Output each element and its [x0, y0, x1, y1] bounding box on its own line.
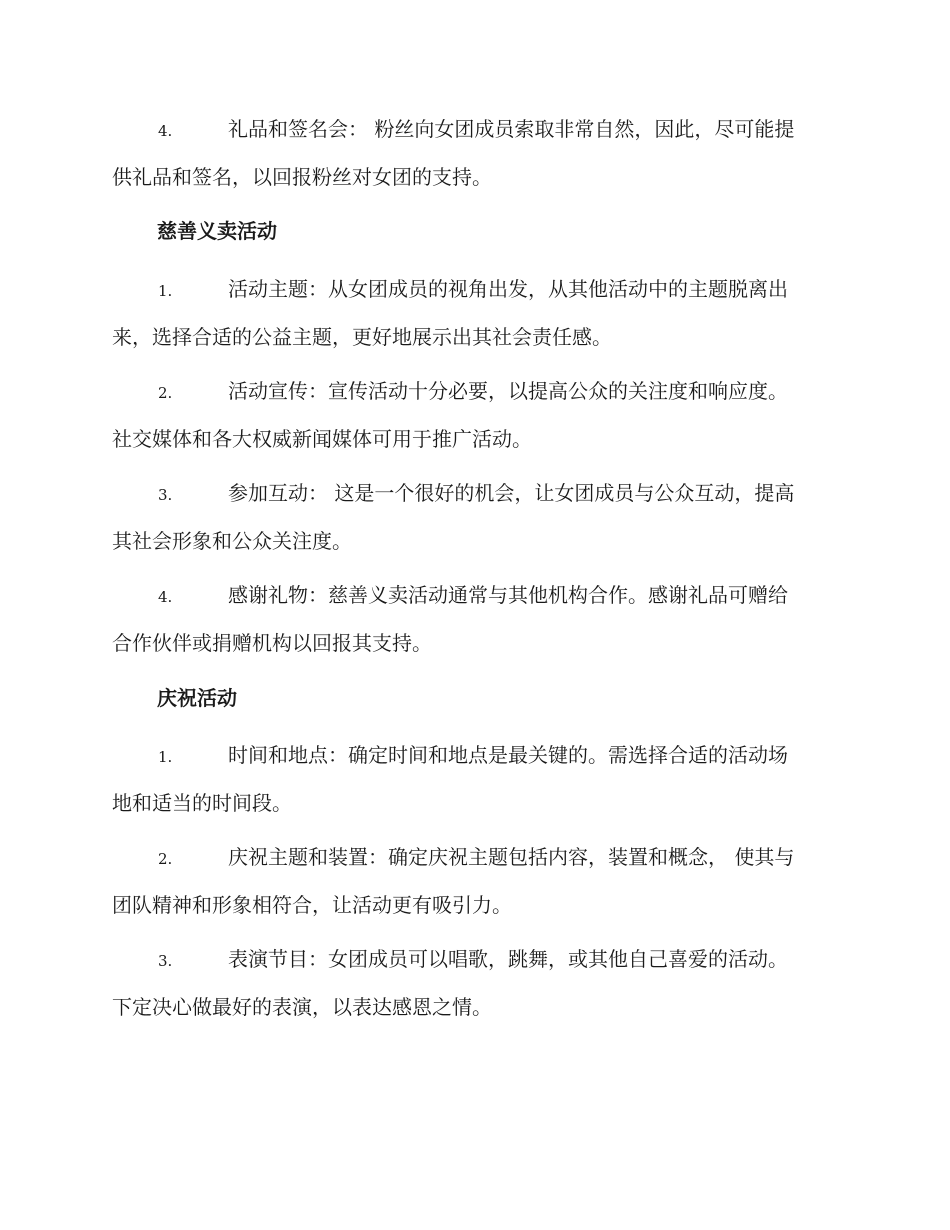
- list-item-number: 4.: [158, 588, 173, 606]
- list-item-continuation: 下定决心做最好的表演，以表达感恩之情。: [112, 995, 492, 1019]
- list-item-text: 活动主题：从女团成员的视角出发，从其他活动中的主题脱离出: [228, 277, 788, 301]
- list-item-continuation: 其社会形象和公众关注度。: [112, 529, 352, 553]
- list-item-text: 感谢礼物：慈善义卖活动通常与其他机构合作。感谢礼品可赠给: [228, 583, 788, 607]
- list-item-continuation: 供礼品和签名，以回报粉丝对女团的支持。: [112, 165, 492, 189]
- list-item-continuation: 社交媒体和各大权威新闻媒体可用于推广活动。: [112, 427, 532, 451]
- list-item-number: 1.: [158, 282, 173, 300]
- list-item-number: 2.: [158, 384, 173, 402]
- list-item: [112, 732, 842, 826]
- list-item: [112, 106, 842, 200]
- list-item-number: 3.: [158, 952, 173, 970]
- list-item-continuation: 地和适当的时间段。: [112, 791, 292, 815]
- list-item: [112, 936, 842, 1030]
- list-item-number: 3.: [158, 486, 173, 504]
- list-item-continuation: 来，选择合适的公益主题，更好地展示出其社会责任感。: [112, 325, 612, 349]
- list-item: [112, 266, 842, 360]
- list-item-text: 活动宣传：宣传活动十分必要，以提高公众的关注度和响应度。: [228, 379, 788, 403]
- section-heading-charity: 慈善义卖活动: [157, 219, 277, 243]
- list-item: [112, 572, 842, 666]
- list-item: [112, 368, 842, 462]
- list-item-text: 庆祝主题和装置：确定庆祝主题包括内容，装置和概念， 使其与: [228, 845, 795, 869]
- list-item-continuation: 合作伙伴或捐赠机构以回报其支持。: [112, 631, 432, 655]
- list-item-number: 4.: [158, 122, 173, 140]
- list-item-number: 1.: [158, 748, 173, 766]
- list-item: [112, 834, 842, 928]
- list-item-text: 参加互动： 这是一个很好的机会，让女团成员与公众互动，提高: [228, 481, 795, 505]
- list-item-line: [112, 106, 842, 154]
- list-item-number: 2.: [158, 850, 173, 868]
- section-heading-celebration: 庆祝活动: [157, 686, 237, 710]
- list-item-continuation: 团队精神和形象相符合，让活动更有吸引力。: [112, 893, 512, 917]
- list-item-text: 时间和地点：确定时间和地点是最关键的。需选择合适的活动场: [228, 743, 788, 767]
- list-item-text: 表演节目：女团成员可以唱歌，跳舞，或其他自己喜爱的活动。: [228, 947, 788, 971]
- list-item-text: 礼品和签名会： 粉丝向女团成员索取非常自然，因此，尽可能提: [228, 117, 795, 141]
- list-item: [112, 470, 842, 564]
